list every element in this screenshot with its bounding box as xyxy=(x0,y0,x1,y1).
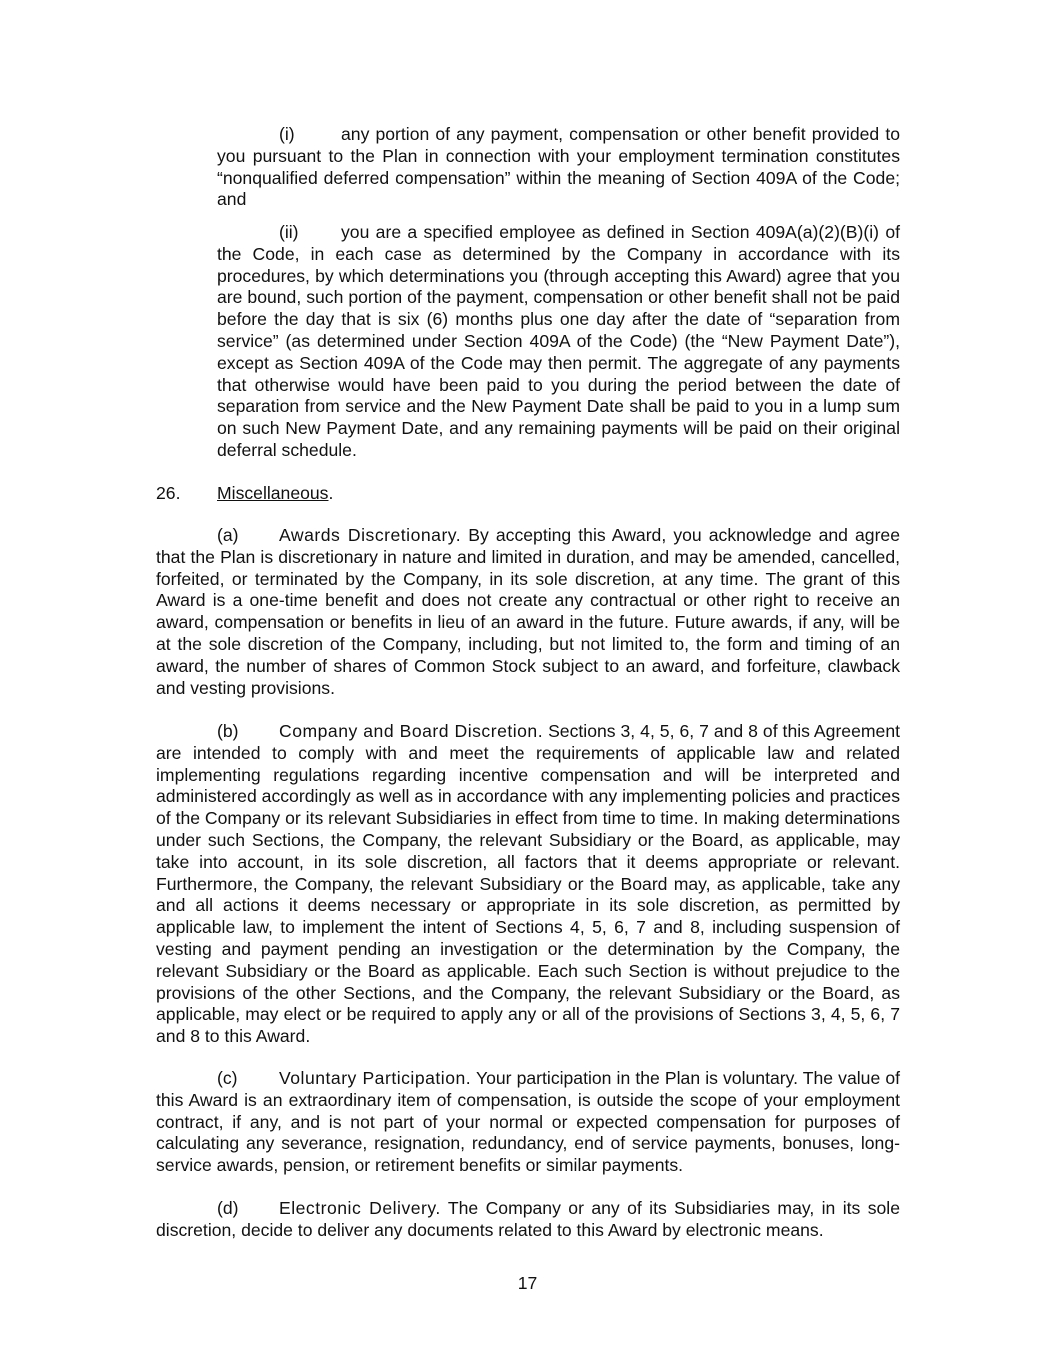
page-number: 17 xyxy=(517,1273,538,1293)
paragraph-b-label: (b) xyxy=(217,721,239,741)
clause-i-text: any portion of any payment, compensation or other benefit provided to you pursuant to the Plan in connection with your employment termination constitutes “nonqualified deferred compensation” within the meaning of Section 409A of the Code; and xyxy=(217,124,900,210)
paragraph-d-caption: Electronic Delivery. xyxy=(279,1198,441,1218)
clause-i xyxy=(217,124,900,211)
section-title: Miscellaneous xyxy=(217,483,329,503)
paragraph-d-label: (d) xyxy=(217,1198,239,1218)
section-heading xyxy=(156,483,333,505)
paragraph-b-text: Sections 3, 4, 5, 6, 7 and 8 of this Agreement are intended to comply with and meet the requirements of applicable law and related implementing regulations regarding incentive compensation and will be interpreted and administered accordingly as well as in accordance with any implementing policies and practices of the Company or its relevant Subsidiaries in effect from time to time. In making determinations under such Sections, the Company, the relevant Subsidiary or the Board, as applicable, may take into account, in its sole discretion, all factors that it deems appropriate or relevant. Furthermore, the Company, the relevant Subsidiary or the Board may, as applicable, take any and all actions it deems necessary or appropriate in its sole discretion, as permitted by applicable law, to implement the intent of Sections 4, 5, 6, 7 and 8, including suspension of vesting and payment pending an investigation or the determination by the Company, the relevant Subsidiary or the Board as applicable. Each such Section is without prejudice to the provisions of the other Sections, and the Company, the relevant Subsidiary or the Board, as applicable, may elect or be required to apply any or all of the provisions of Sections 3, 4, 5, 6, 7 and 8 to this Award. xyxy=(156,721,900,1047)
clause-ii-text: you are a specified employee as defined in Section 409A(a)(2)(B)(i) of the Code, in each case as determined by the Company in accordance with its procedures, by which determinations you (through accepting this Award) agree that you are bound, such portion of the payment, compensation or other benefit shall not be paid before the day that is six (6) months plus one day after the date of “separation from service” (as determined under Section 409A of the Code) (the “New Payment Date”), except as Section 409A of the Code may then permit. The aggregate of any payments that otherwise would have been paid to you during the period between the date of separation from service and the New Payment Date shall be paid to you in a lump sum on such New Payment Date, and any remaining payments will be paid on their original deferral schedule. xyxy=(217,222,900,460)
clause-ii-label: (ii) xyxy=(279,222,299,242)
paragraph-a-label: (a) xyxy=(217,525,239,545)
paragraph-d-text: The Company or any of its Subsidiaries may, in its sole discretion, decide to deliver any documents related to this Award by electronic means. xyxy=(156,1198,901,1240)
paragraph-c xyxy=(156,1068,900,1177)
section-title-suffix: . xyxy=(328,483,334,503)
clause-i-label: (i) xyxy=(279,124,295,144)
clause-ii xyxy=(217,222,900,462)
paragraph-c-text: Your participation in the Plan is voluntary. The value of this Award is an extraordinary item of compensation, is outside the scope of your employment contract, if any, and is not part of your normal or expected compensation for purposes of calculating any severance, resignation, redundancy, end of service payments, bonuses, long-service awards, pension, or retirement benefits or similar payments. xyxy=(156,1068,900,1176)
paragraph-a-text: By accepting this Award, you acknowledge and agree that the Plan is discretionary in nature and limited in duration, and may be amended, cancelled, forfeited, or terminated by the Company, in its sole discretion, at any time. The grant of this Award is a one-time benefit and does not create any contractual or other right to receive an award, compensation or benefits in lieu of an award in the future. Future awards, if any, will be at the sole discretion of the Company, including, but not limited to, the form and timing of an award, the number of shares of Common Stock subject to an award, and forfeiture, clawback and vesting provisions. xyxy=(156,525,901,698)
paragraph-c-label: (c) xyxy=(217,1068,238,1088)
paragraph-a-caption: Awards Discretionary. xyxy=(279,525,462,545)
paragraph-b xyxy=(156,721,900,1048)
section-number: 26. xyxy=(156,483,181,503)
paragraph-b-caption: Company and Board Discretion. xyxy=(279,721,544,741)
paragraph-c-caption: Voluntary Participation. xyxy=(279,1068,472,1088)
paragraph-a xyxy=(156,525,900,699)
paragraph-d xyxy=(156,1198,900,1242)
